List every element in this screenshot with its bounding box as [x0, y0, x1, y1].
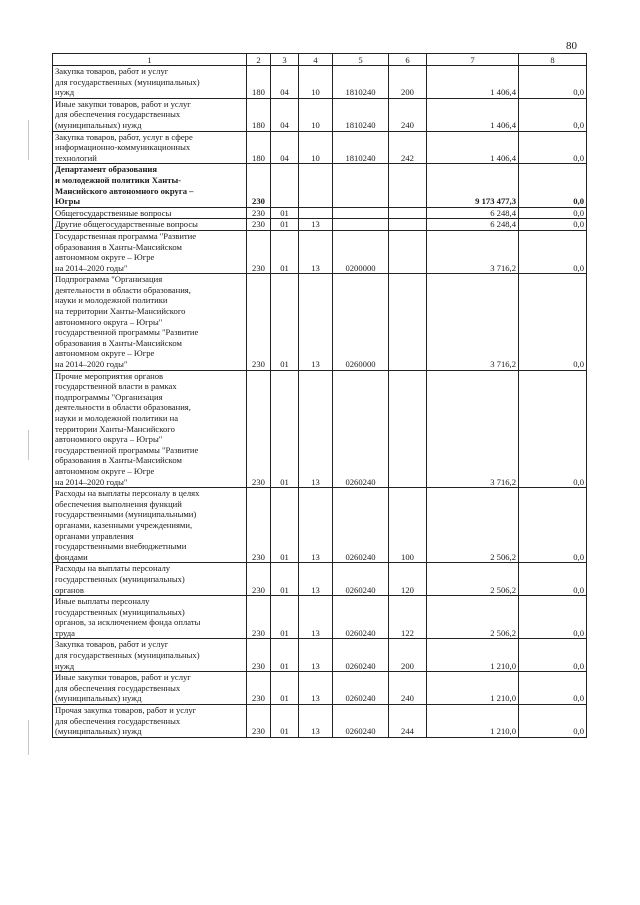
- expense-name-line: для обеспечения государственных: [55, 715, 181, 726]
- cell-target-article-code: 1810240: [333, 98, 389, 131]
- cell-amount: 6 248,4: [427, 207, 519, 219]
- expense-name-line: фондами: [55, 551, 88, 562]
- cell-amount: 3 716,2: [427, 274, 519, 370]
- expense-name-line: и молодежной политики Ханты-: [55, 174, 182, 185]
- expense-name-line: обеспечения выполнения функций: [55, 498, 182, 509]
- table-row: [53, 98, 587, 131]
- cell-expense-type-code: [389, 370, 427, 488]
- cell-expense-type-code: [389, 274, 427, 370]
- cell-amount-extra: 0,0: [519, 563, 587, 596]
- cell-expense-name: [53, 98, 247, 131]
- cell-amount-extra: 0,0: [519, 274, 587, 370]
- cell-target-article-code: 0260240: [333, 705, 389, 738]
- header-col-8: 8: [519, 54, 587, 66]
- cell-target-article-code: 0260240: [333, 596, 389, 639]
- expense-name-line: Закупка товаров, работ и услуг: [55, 639, 169, 650]
- expense-name-line: (муниципальных) нужд: [55, 693, 142, 704]
- expense-name-line: органов, за исключением фонда оплаты: [55, 617, 201, 628]
- table-row: [53, 66, 587, 99]
- expense-name-line: автономном округе – Югре: [55, 252, 155, 263]
- cell-target-article-code: [333, 207, 389, 219]
- header-col-2: 2: [247, 54, 271, 66]
- cell-amount: 1 406,4: [427, 98, 519, 131]
- expense-name-line: Иные выплаты персоналу: [55, 596, 150, 607]
- expense-name-line: автономном округе – Югре: [55, 348, 155, 359]
- cell-amount: 1 210,0: [427, 672, 519, 705]
- header-col-6: 6: [389, 54, 427, 66]
- cell-section-code: 01: [271, 207, 299, 219]
- cell-section-code: 01: [271, 705, 299, 738]
- cell-target-article-code: 0260240: [333, 639, 389, 672]
- cell-expense-type-code: [389, 230, 427, 273]
- cell-subsection-code: 10: [299, 131, 333, 164]
- expense-name-line: нужд: [55, 660, 75, 671]
- table-row: [53, 219, 587, 231]
- cell-target-article-code: 1810240: [333, 66, 389, 99]
- expense-name-line: Закупка товаров, работ и услуг: [55, 66, 169, 76]
- cell-expense-name: [53, 131, 247, 164]
- expense-name-line: автономного округа – Югры": [55, 316, 163, 327]
- cell-subsection-code: 10: [299, 98, 333, 131]
- cell-subsection-code: 13: [299, 488, 333, 563]
- cell-expense-type-code: [389, 207, 427, 219]
- table-row: [53, 563, 587, 596]
- expense-name-line: государственной власти в рамках: [55, 381, 177, 392]
- cell-amount-extra: 0,0: [519, 207, 587, 219]
- cell-section-code: 01: [271, 274, 299, 370]
- expense-name-line: государственных (муниципальных): [55, 573, 185, 584]
- cell-amount: 3 716,2: [427, 230, 519, 273]
- cell-target-article-code: 0260240: [333, 672, 389, 705]
- cell-expense-type-code: [389, 164, 427, 207]
- cell-administrator-code: 230: [247, 207, 271, 219]
- cell-administrator-code: 230: [247, 370, 271, 488]
- table-row: [53, 370, 587, 488]
- cell-expense-name: [53, 563, 247, 596]
- cell-expense-type-code: 122: [389, 596, 427, 639]
- expense-name-line: территории Ханты-Мансийского: [55, 423, 175, 434]
- cell-expense-type-code: 200: [389, 639, 427, 672]
- cell-amount-extra: 0,0: [519, 66, 587, 99]
- cell-section-code: 01: [271, 563, 299, 596]
- expense-name-line: образования в Ханты-Мансийском: [55, 241, 182, 252]
- cell-section-code: 01: [271, 639, 299, 672]
- cell-expense-type-code: [389, 219, 427, 231]
- cell-target-article-code: [333, 219, 389, 231]
- cell-expense-name: [53, 672, 247, 705]
- cell-administrator-code: 230: [247, 219, 271, 231]
- table-row: [53, 164, 587, 207]
- expense-name-line: на 2014–2020 годы": [55, 359, 128, 370]
- header-col-3: 3: [271, 54, 299, 66]
- expense-name-line: технологий: [55, 152, 97, 163]
- cell-section-code: 04: [271, 98, 299, 131]
- expense-name-line: деятельности в области образования,: [55, 284, 191, 295]
- expense-name-line: для обеспечения государственных: [55, 109, 181, 120]
- cell-amount-extra: 0,0: [519, 370, 587, 488]
- cell-expense-name: [53, 488, 247, 563]
- cell-subsection-code: 13: [299, 705, 333, 738]
- header-col-7: 7: [427, 54, 519, 66]
- cell-administrator-code: 230: [247, 639, 271, 672]
- cell-amount: 2 506,2: [427, 488, 519, 563]
- cell-expense-name: [53, 274, 247, 370]
- cell-target-article-code: 0260240: [333, 488, 389, 563]
- table-row: [53, 488, 587, 563]
- cell-subsection-code: 13: [299, 672, 333, 705]
- cell-administrator-code: 230: [247, 164, 271, 207]
- cell-administrator-code: 230: [247, 230, 271, 273]
- header-row: [53, 54, 587, 66]
- expense-name-line: на 2014–2020 годы": [55, 476, 128, 487]
- cell-amount-extra: 0,0: [519, 596, 587, 639]
- cell-expense-name: [53, 230, 247, 273]
- header-col-1: 1: [53, 54, 247, 66]
- cell-amount-extra: 0,0: [519, 672, 587, 705]
- cell-administrator-code: 230: [247, 705, 271, 738]
- expense-name-line: Прочая закупка товаров, работ и услуг: [55, 705, 197, 716]
- cell-administrator-code: 230: [247, 488, 271, 563]
- header-col-5: 5: [333, 54, 389, 66]
- cell-expense-type-code: 120: [389, 563, 427, 596]
- expense-name-line: Иные закупки товаров, работ и услуг: [55, 672, 191, 683]
- cell-amount-extra: 0,0: [519, 639, 587, 672]
- cell-expense-name: [53, 596, 247, 639]
- cell-section-code: [271, 164, 299, 207]
- cell-section-code: 01: [271, 672, 299, 705]
- expense-name-line: органами управления: [55, 530, 134, 541]
- cell-section-code: 04: [271, 66, 299, 99]
- cell-administrator-code: 230: [247, 596, 271, 639]
- cell-amount-extra: 0,0: [519, 98, 587, 131]
- cell-amount: 1 210,0: [427, 705, 519, 738]
- expense-name-line: нужд: [55, 87, 75, 98]
- expense-name-line: государственных (муниципальных): [55, 606, 185, 617]
- expense-name-line: органов: [55, 584, 84, 595]
- cell-section-code: 01: [271, 596, 299, 639]
- expense-name-line: для обеспечения государственных: [55, 682, 181, 693]
- scan-edge-mark: [28, 430, 29, 460]
- expense-name-line: подпрограммы "Организация: [55, 391, 163, 402]
- cell-amount: 3 716,2: [427, 370, 519, 488]
- expense-name-line: Расходы на выплаты персоналу в целях: [55, 488, 200, 499]
- header-col-4: 4: [299, 54, 333, 66]
- expense-name-line: информационно-коммуникационных: [55, 142, 191, 153]
- expense-name-line: государственной программы "Развитие: [55, 444, 199, 455]
- cell-subsection-code: 13: [299, 563, 333, 596]
- expense-name-line: Департамент образования: [55, 164, 158, 175]
- cell-amount-extra: 0,0: [519, 705, 587, 738]
- cell-subsection-code: 13: [299, 639, 333, 672]
- cell-amount-extra: 0,0: [519, 488, 587, 563]
- expense-name-line: Государственная программа "Развитие: [55, 230, 197, 241]
- cell-expense-type-code: 240: [389, 98, 427, 131]
- expense-name-line: для государственных (муниципальных): [55, 76, 200, 87]
- expense-name-line: на 2014–2020 годы": [55, 262, 128, 273]
- cell-section-code: 04: [271, 131, 299, 164]
- table-row: [53, 639, 587, 672]
- expense-name-line: (муниципальных) нужд: [55, 119, 142, 130]
- expense-name-line: на территории Ханты-Мансийского: [55, 306, 186, 317]
- expense-name-line: Закупка товаров, работ, услуг в сфере: [55, 131, 193, 142]
- cell-subsection-code: 13: [299, 230, 333, 273]
- table-row: [53, 230, 587, 273]
- cell-amount-extra: 0,0: [519, 219, 587, 231]
- cell-amount-extra: 0,0: [519, 230, 587, 273]
- cell-target-article-code: 1810240: [333, 131, 389, 164]
- expense-name-line: автономном округе – Югре: [55, 465, 155, 476]
- cell-amount: 1 406,4: [427, 66, 519, 99]
- cell-section-code: 01: [271, 370, 299, 488]
- cell-subsection-code: 10: [299, 66, 333, 99]
- cell-administrator-code: 180: [247, 66, 271, 99]
- table-body: [53, 66, 587, 738]
- expense-name-line: государственными внебюджетными: [55, 541, 187, 552]
- expense-name-line: для государственных (муниципальных): [55, 650, 200, 661]
- table-row: [53, 274, 587, 370]
- cell-expense-type-code: 200: [389, 66, 427, 99]
- cell-amount: 9 173 477,3: [427, 164, 519, 207]
- expense-name-line: Общегосударственные вопросы: [55, 207, 172, 218]
- expense-name-line: Другие общегосударственные вопросы: [55, 219, 198, 230]
- expense-name-line: государственными (муниципальными): [55, 509, 197, 520]
- expense-name-line: Иные закупки товаров, работ и услуг: [55, 98, 191, 109]
- cell-administrator-code: 230: [247, 563, 271, 596]
- cell-target-article-code: 0260240: [333, 370, 389, 488]
- scan-edge-mark: [28, 120, 29, 160]
- expense-name-line: Расходы на выплаты персоналу: [55, 563, 171, 574]
- cell-subsection-code: 13: [299, 274, 333, 370]
- cell-administrator-code: 180: [247, 131, 271, 164]
- cell-expense-name: [53, 164, 247, 207]
- cell-subsection-code: 13: [299, 370, 333, 488]
- cell-target-article-code: [333, 164, 389, 207]
- expense-name-line: науки и молодежной политики на: [55, 413, 179, 423]
- table-row: [53, 672, 587, 705]
- expense-name-line: автономного округа – Югры": [55, 434, 163, 445]
- cell-expense-name: [53, 705, 247, 738]
- cell-amount: 6 248,4: [427, 219, 519, 231]
- cell-administrator-code: 230: [247, 274, 271, 370]
- cell-target-article-code: 0260000: [333, 274, 389, 370]
- cell-subsection-code: 13: [299, 596, 333, 639]
- cell-expense-type-code: 242: [389, 131, 427, 164]
- table-header: [53, 54, 587, 66]
- expense-name-line: Прочие мероприятия органов: [55, 370, 164, 381]
- expense-name-line: Подпрограмма "Организация: [55, 274, 163, 285]
- cell-amount: 2 506,2: [427, 563, 519, 596]
- cell-subsection-code: [299, 207, 333, 219]
- cell-amount-extra: 0,0: [519, 131, 587, 164]
- table-row: [53, 207, 587, 219]
- cell-expense-type-code: 100: [389, 488, 427, 563]
- cell-section-code: 01: [271, 230, 299, 273]
- cell-target-article-code: 0200000: [333, 230, 389, 273]
- cell-amount: 1 210,0: [427, 639, 519, 672]
- cell-amount: 1 406,4: [427, 131, 519, 164]
- expense-name-line: труда: [55, 627, 75, 638]
- cell-section-code: 01: [271, 219, 299, 231]
- cell-expense-name: [53, 219, 247, 231]
- table-row: [53, 596, 587, 639]
- expense-name-line: Югры: [55, 196, 81, 207]
- expense-name-line: органами, казенными учреждениями,: [55, 519, 193, 530]
- cell-expense-type-code: 244: [389, 705, 427, 738]
- expense-name-line: Мансийского автономного округа –: [55, 185, 194, 196]
- page-number: 80: [566, 40, 577, 52]
- table-row: [53, 705, 587, 738]
- expense-name-line: образования в Ханты-Мансийском: [55, 455, 182, 466]
- cell-expense-name: [53, 639, 247, 672]
- cell-expense-name: [53, 370, 247, 488]
- budget-table: [52, 53, 587, 738]
- expense-name-line: образования в Ханты-Мансийском: [55, 337, 182, 348]
- expense-name-line: науки и молодежной политики: [55, 295, 168, 306]
- cell-expense-name: [53, 207, 247, 219]
- cell-subsection-code: 13: [299, 219, 333, 231]
- expense-name-line: государственной программы "Развитие: [55, 327, 199, 338]
- expense-name-line: деятельности в области образования,: [55, 402, 191, 413]
- scan-edge-mark: [28, 720, 29, 755]
- cell-section-code: 01: [271, 488, 299, 563]
- expense-name-line: (муниципальных) нужд: [55, 726, 142, 737]
- cell-expense-type-code: 240: [389, 672, 427, 705]
- cell-amount: 2 506,2: [427, 596, 519, 639]
- cell-expense-name: [53, 66, 247, 99]
- cell-administrator-code: 180: [247, 98, 271, 131]
- table-row: [53, 131, 587, 164]
- cell-subsection-code: [299, 164, 333, 207]
- cell-administrator-code: 230: [247, 672, 271, 705]
- cell-amount-extra: 0,0: [519, 164, 587, 207]
- cell-target-article-code: 0260240: [333, 563, 389, 596]
